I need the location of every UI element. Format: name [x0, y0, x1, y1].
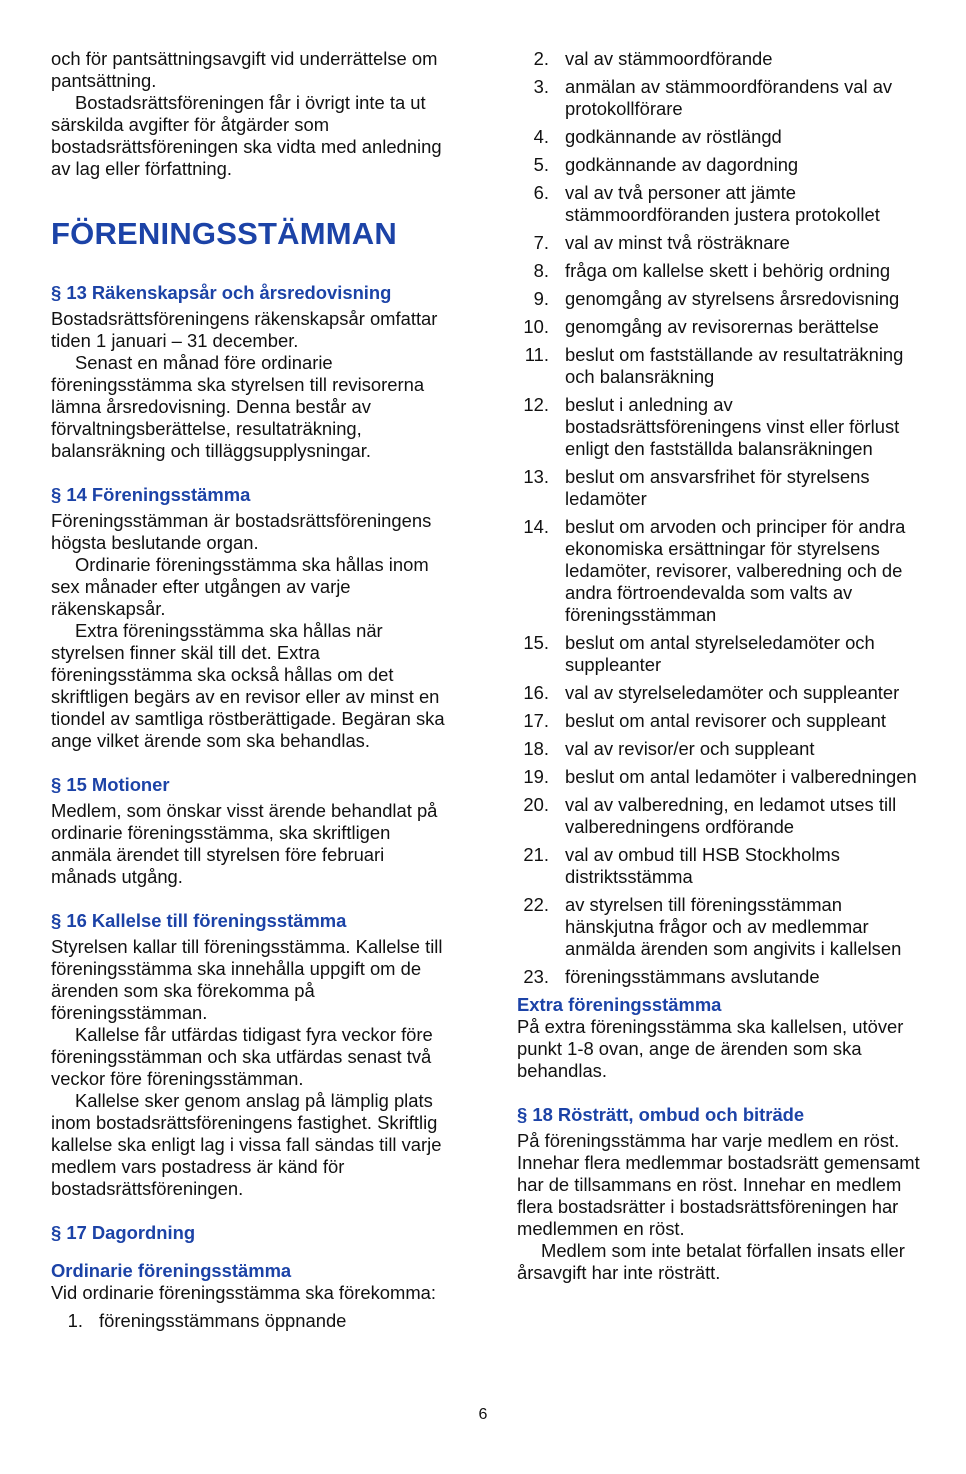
agenda-list-left: [51, 1310, 451, 1332]
section-13-heading: § 13 Räkenskapsår och årsredovisning: [51, 282, 392, 303]
agenda-item-text: val av ombud till HSB Stockholms distriktsstämma: [565, 844, 840, 887]
agenda-item: [517, 232, 922, 254]
agenda-item-text: val av stämmoordförande: [565, 48, 773, 69]
agenda-item: [517, 182, 922, 226]
section-16-paragraph-3: Kallelse sker genom anslag på lämplig plats inom bostadsrättsföreningens fastighet. Skriftlig kallelse ska enligt lag i vissa fall sändas till varje medlem vars postadress är känd för bostadsrättsföreningen.: [51, 1090, 442, 1199]
agenda-item-text: beslut om antal ledamöter i valberedningen: [565, 766, 917, 787]
agenda-item-number: 17.: [523, 710, 549, 731]
agenda-item: [517, 766, 922, 788]
agenda-item: [51, 1310, 451, 1332]
agenda-item-text: godkännande av dagordning: [565, 154, 799, 175]
agenda-item-number: 19.: [523, 766, 549, 787]
extra-stamma-paragraph: På extra föreningsstämma ska kallelsen, utöver punkt 1-8 ovan, ange de ärenden som ska behandlas.: [517, 1016, 904, 1081]
section-17-subheading: Ordinarie föreningsstämma: [51, 1260, 292, 1281]
agenda-item: [517, 154, 922, 176]
agenda-item-number: 7.: [533, 232, 549, 253]
agenda-item: [517, 466, 922, 510]
section-16-heading: § 16 Kallelse till föreningsstämma: [51, 910, 347, 931]
agenda-item: [517, 894, 922, 960]
agenda-item-text: beslut om antal revisorer och suppleant: [565, 710, 886, 731]
agenda-item-number: 9.: [533, 288, 549, 309]
agenda-item: [517, 632, 922, 676]
main-title: FÖRENINGSSTÄMMAN: [51, 216, 397, 251]
agenda-item-number: 22.: [523, 894, 549, 915]
agenda-item-number: 10.: [523, 316, 549, 337]
agenda-item-text: genomgång av styrelsens årsredovisning: [565, 288, 900, 309]
agenda-item-text: val av valberedning, en ledamot utses till valberedningens ordförande: [565, 794, 897, 837]
agenda-item: [517, 344, 922, 388]
agenda-item-text: genomgång av revisorernas berättelse: [565, 316, 879, 337]
extra-stamma-heading: Extra föreningsstämma: [517, 994, 722, 1015]
section-16-paragraph-2: Kallelse får utfärdas tidigast fyra veckor före föreningsstämman och ska utfärdas senast två veckor före föreningsstämman.: [51, 1024, 433, 1089]
agenda-item-number: 2.: [533, 48, 549, 69]
agenda-item-number: 21.: [523, 844, 549, 865]
agenda-item: [517, 260, 922, 282]
agenda-item-text: godkännande av röstlängd: [565, 126, 782, 147]
agenda-item-text: val av minst två rösträknare: [565, 232, 790, 253]
agenda-item: [517, 844, 922, 888]
agenda-item-text: föreningsstämmans öppnande: [99, 1310, 347, 1331]
section-15-heading: § 15 Motioner: [51, 774, 170, 795]
agenda-item-number: 18.: [523, 738, 549, 759]
section-17-paragraph-1: Vid ordinarie föreningsstämma ska förekomma:: [51, 1282, 437, 1303]
agenda-item-text: beslut i anledning av bostadsrättsföreningens vinst eller förlust enligt den fastställda balansräkningen: [565, 394, 900, 459]
section-14-paragraph-3: Extra föreningsstämma ska hållas när styrelsen finner skäl till det. Extra föreningsstämma ska också hållas om det skriftligen begärs av en revisor eller av minst en tiondel av samtliga röstberättigade. Begäran ska ange vilket ärende som ska behandlas.: [51, 620, 445, 751]
agenda-item: [517, 966, 922, 988]
agenda-item-text: av styrelsen till föreningsstämman hänskjutna frågor och av medlemmar anmälda ärenden som angivits i kallelsen: [565, 894, 902, 959]
section-13-paragraph-2: Senast en månad före ordinarie föreningsstämma ska styrelsen till revisorerna lämna årsredovisning. Denna består av förvaltningsberättelse, resultaträkning, balansräkning och tilläggsupplysningar.: [51, 352, 425, 461]
agenda-item-text: val av styrelseledamöter och suppleanter: [565, 682, 900, 703]
agenda-item-number: 14.: [523, 516, 549, 537]
section-14-paragraph-2: Ordinarie föreningsstämma ska hållas inom sex månader efter utgången av varje räkenskapsår.: [51, 554, 429, 619]
left-column: [51, 48, 451, 1338]
agenda-item-number: 23.: [523, 966, 549, 987]
agenda-item-number: 12.: [523, 394, 549, 415]
agenda-item-text: föreningsstämmans avslutande: [565, 966, 820, 987]
agenda-item: [517, 710, 922, 732]
agenda-item: [517, 794, 922, 838]
section-13-paragraph-1: Bostadsrättsföreningens räkenskapsår omfattar tiden 1 januari – 31 december.: [51, 308, 438, 351]
agenda-item-text: beslut om arvoden och principer för andra ekonomiska ersättningar för styrelsens ledamöter, revisorer, valberedning och de andra förtroendevalda som valts av föreningsstämman: [565, 516, 906, 625]
agenda-item: [517, 316, 922, 338]
agenda-item-number: 15.: [523, 632, 549, 653]
section-18-paragraph-2: Medlem som inte betalat förfallen insats eller årsavgift har inte rösträtt.: [517, 1240, 905, 1283]
agenda-item: [517, 288, 922, 310]
agenda-item-number: 4.: [533, 126, 549, 147]
section-14-heading: § 14 Föreningsstämma: [51, 484, 251, 505]
agenda-item-number: 1.: [67, 1310, 83, 1331]
agenda-item-text: beslut om ansvarsfrihet för styrelsens ledamöter: [565, 466, 870, 509]
section-18-paragraph-1: På föreningsstämma har varje medlem en röst. Innehar flera medlemmar bostadsrätt gemensamt har de tillsammans en röst. Innehar en medlem flera bostadsrätter i bostadsrättsföreningen har medlemmen en röst.: [517, 1130, 920, 1239]
agenda-item-number: 11.: [524, 344, 549, 365]
section-14-paragraph-1: Föreningsstämman är bostadsrättsföreningens högsta beslutande organ.: [51, 510, 432, 553]
agenda-item-number: 20.: [523, 794, 549, 815]
agenda-item-text: fråga om kallelse skett i behörig ordning: [565, 260, 891, 281]
agenda-item-text: val av två personer att jämte stämmoordföranden justera protokollet: [565, 182, 880, 225]
right-column: [517, 48, 922, 1284]
agenda-item-number: 13.: [523, 466, 549, 487]
agenda-item: [517, 738, 922, 760]
agenda-item-number: 6.: [533, 182, 549, 203]
intro-paragraph-1: och för pantsättningsavgift vid underrättelse om pantsättning.: [51, 48, 438, 91]
agenda-item-text: beslut om fastställande av resultaträkning och balansräkning: [565, 344, 904, 387]
page-number: 6: [478, 1406, 488, 1423]
section-17-heading: § 17 Dagordning: [51, 1222, 196, 1243]
agenda-item: [517, 394, 922, 460]
agenda-item-number: 3.: [533, 76, 549, 97]
agenda-item: [517, 516, 922, 626]
agenda-item: [517, 48, 922, 70]
agenda-item-text: anmälan av stämmoordförandens val av protokollförare: [565, 76, 893, 119]
agenda-item-number: 5.: [533, 154, 549, 175]
agenda-item-number: 8.: [533, 260, 549, 281]
agenda-list-right: [517, 48, 922, 988]
intro-paragraph-2: Bostadsrättsföreningen får i övrigt inte ta ut särskilda avgifter för åtgärder som bostadsrättsföreningen ska vidta med anledning av lag eller författning.: [51, 92, 442, 179]
agenda-item-number: 16.: [523, 682, 549, 703]
agenda-item: [517, 126, 922, 148]
section-15-paragraph-1: Medlem, som önskar visst ärende behandlat på ordinarie föreningsstämma, ska skriftligen anmäla ärendet till styrelsen före februari månads utgång.: [51, 800, 438, 887]
agenda-item-text: beslut om antal styrelseledamöter och suppleanter: [565, 632, 875, 675]
agenda-item-text: val av revisor/er och suppleant: [565, 738, 815, 759]
agenda-item: [517, 682, 922, 704]
agenda-item: [517, 76, 922, 120]
section-16-paragraph-1: Styrelsen kallar till föreningsstämma. Kallelse till föreningsstämma ska innehålla uppgift om de ärenden som ska förekomma på föreningsstämman.: [51, 936, 443, 1023]
section-18-heading: § 18 Rösträtt, ombud och biträde: [517, 1104, 805, 1125]
